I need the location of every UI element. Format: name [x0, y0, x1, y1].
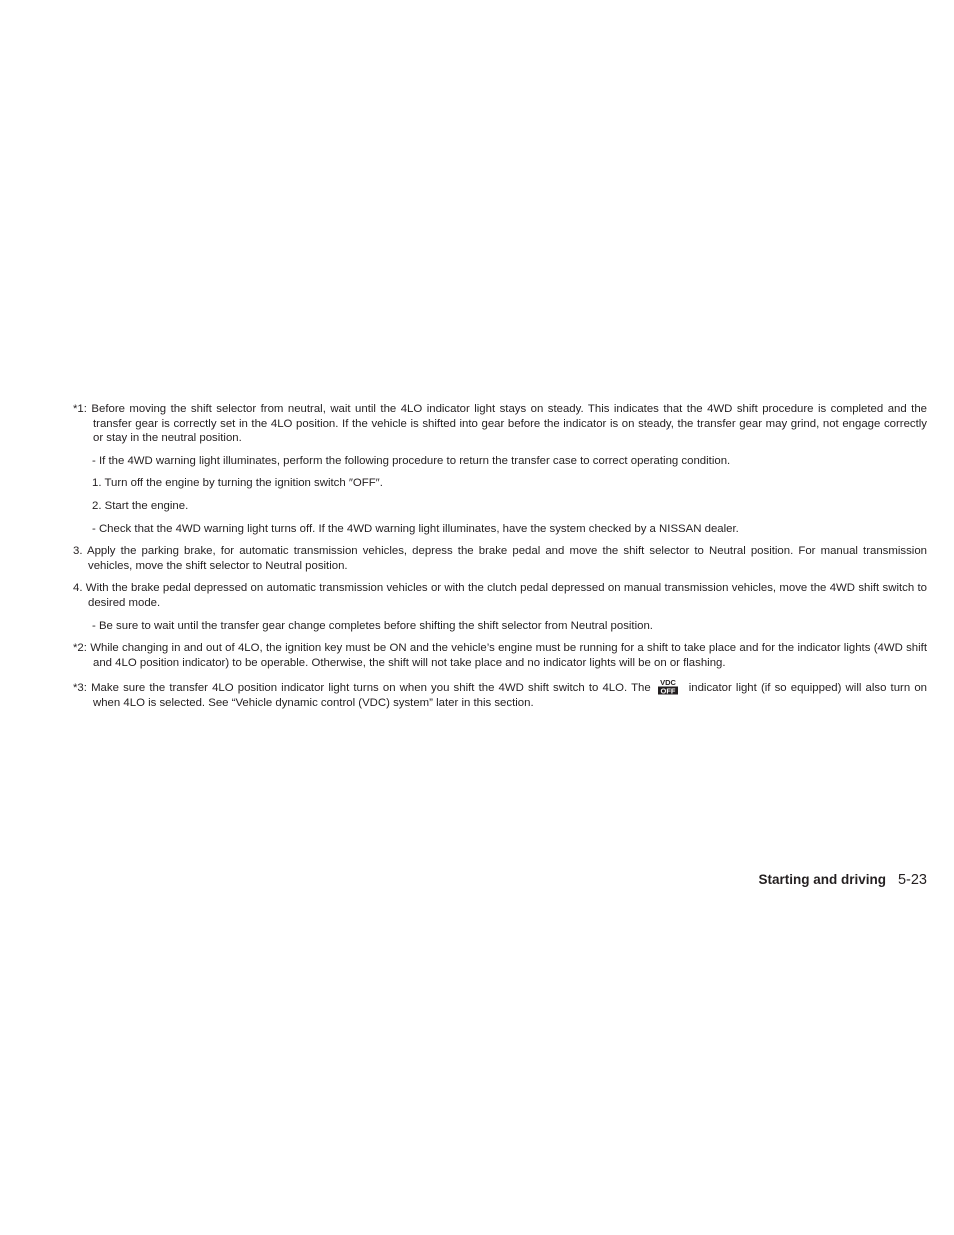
vdc-icon-label-bottom: OFF: [660, 686, 676, 696]
note-step-4: 4. With the brake pedal depressed on automatic transmission vehicles or with the clutch pedal depressed on manual transmission vehicles, move the 4WD shift switch to desired mode.: [73, 582, 927, 609]
note-star-3: [73, 678, 927, 710]
footer-page-number: 5-23: [897, 872, 927, 888]
note-check-warning: - Check that the 4WD warning light turns off. If the 4WD warning light illuminates, have the system checked by a NISSAN dealer.: [92, 522, 739, 535]
note-star-2: *2: While changing in and out of 4LO, the ignition key must be ON and the vehicle’s engine must be running for a shift to take place and for the indicator lights (4WD shift and 4LO position indicator) to be operable. Otherwise, the shift will not take place and no indicator lights will be on or flashing.: [73, 642, 927, 669]
notes-list: [73, 402, 927, 719]
note-star-1: *1: Before moving the shift selector from neutral, wait until the 4LO indicator light stays on steady. This indicates that the 4WD shift procedure is completed and the transfer gear is correctly set in the 4LO position. If the vehicle is shifted into gear before the indicator is on steady, the transfer gear may grind, not engage correctly or stay in the neutral position.: [73, 403, 927, 445]
note-star-3-before: *3: Make sure the transfer 4LO position indicator light turns on when you shift the 4WD shift switch to 4LO. The: [73, 682, 651, 695]
footer-section-title: Starting and driving: [758, 872, 886, 887]
note-wait-transfer: - Be sure to wait until the transfer gear change completes before shifting the shift selector from Neutral position.: [92, 619, 653, 632]
page-footer: [758, 872, 927, 888]
note-step-3: 3. Apply the parking brake, for automatic transmission vehicles, depress the brake pedal and move the shift selector to Neutral position. For manual transmission vehicles, move the shift selector to Neutral position.: [73, 545, 927, 572]
vdc-icon-label-top: VDC: [659, 678, 676, 688]
note-star-3-after: indicator light (if so equipped) will also turn on when 4LO is selected. See “Vehicle dynamic control (VDC) system” later in this section.: [93, 682, 927, 709]
vdc-off-icon: [657, 678, 679, 695]
note-warning-procedure: - If the 4WD warning light illuminates, perform the following procedure to return the transfer case to correct operating condition.: [92, 454, 731, 467]
note-step-1: 1. Turn off the engine by turning the ignition switch ″OFF″.: [92, 477, 383, 490]
note-step-2: 2. Start the engine.: [92, 499, 189, 512]
